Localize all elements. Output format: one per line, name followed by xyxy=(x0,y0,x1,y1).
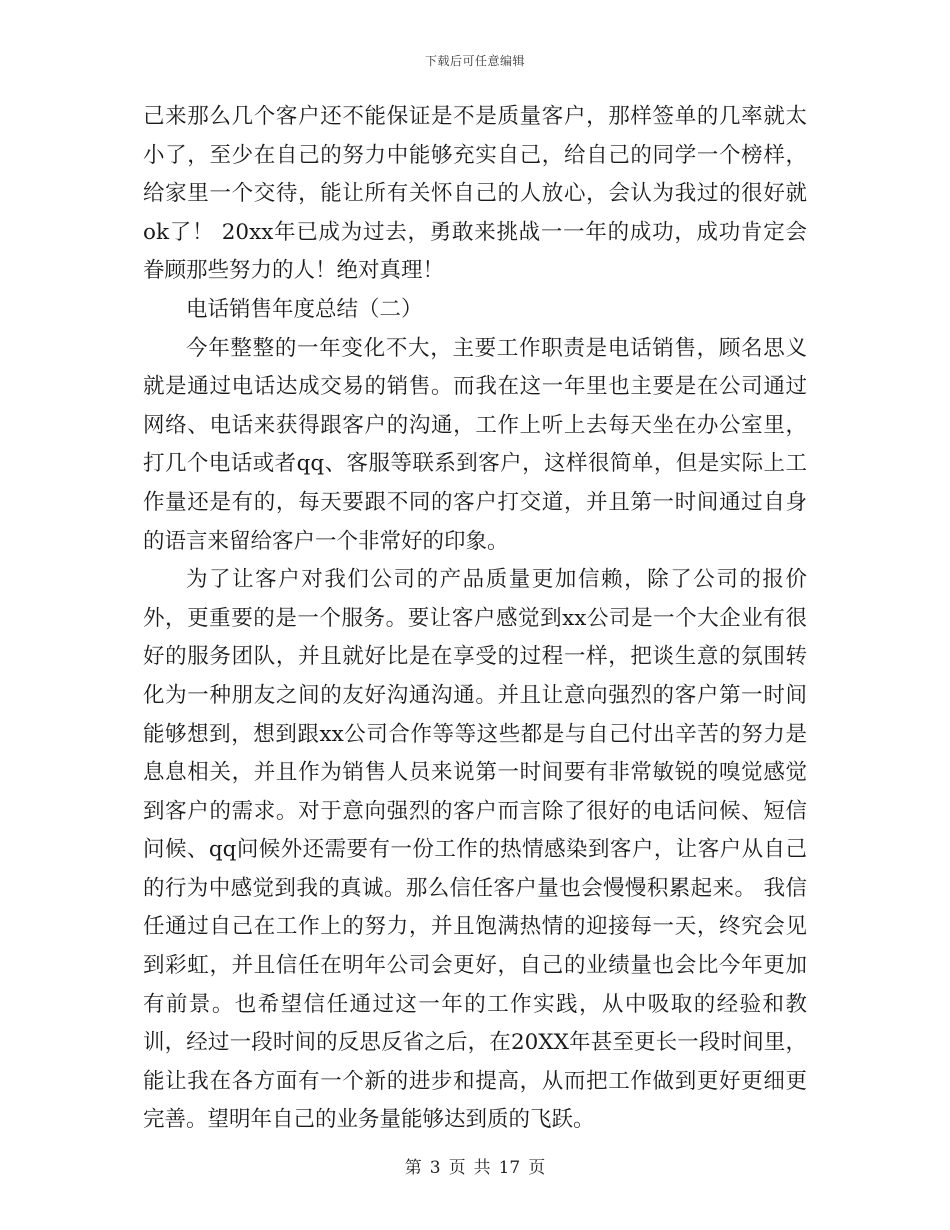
current-page-number: 3 xyxy=(429,1158,441,1178)
paragraph: 今年整整的一年变化不大，主要工作职责是电话销售，顾名思义就是通过电话达成交易的销售。而我在这一年里也主要是在公司通过网络、电话来获得跟客户的沟通，工作上听上去每天坐在办公室里，打几个电话或者qq、客服等联系到客户，这样很简单，但是实际上工作量还是有的，每天要跟不同的客户打交道，并且第一时间通过自身的语言来留给客户一个非常好的印象。 xyxy=(143,335,807,554)
page-header: 下载后可任意编辑 xyxy=(424,54,525,68)
paragraph: 为了让客户对我们公司的产品质量更加信赖，除了公司的报价外，更重要的是一个服务。要让客户感觉到xx公司是一个大企业有很好的服务团队，并且就好比是在享受的过程一样，把谈生意的氛围转化为一种朋友之间的友好沟通沟通。并且让意向强烈的客户第一时间能够想到，想到跟xx公司合作等等这些都是与自己付出辛苦的努力是息息相关，并且作为销售人员来说第一时间要有非常敏锐的嗅觉感觉到客户的需求。对于意向强烈的客户而言除了很好的电话问候、短信问候、qq问候外还需要有一份工作的热情感染到客户，让客户从自己的行为中感觉到我的真诚。那么信任客户量也会慢慢积累起来。 我信任通过自己在工作上的努力，并且饱满热情的迎接每一天，终究会见到彩虹，并且信任在明年公司会更好，自己的业绩量也会比今年更加有前景。也希望信任通过这一年的工作实践，从中吸取的经验和教训，经过一段时间的反思反省之后，在20XX年甚至更长一段时间里，能让我在各方面有一个新的进步和提高，从而把工作做到更好更细更完善。望明年自己的业务量能够达到质的飞跃。 xyxy=(143,567,807,1133)
page-number-suffix: 页 xyxy=(528,1158,546,1178)
page-word: 页 xyxy=(448,1158,466,1178)
page-number-prefix: 第 xyxy=(404,1158,422,1178)
paragraph-continuation: 己来那么几个客户还不能保证是不是质量客户，那样签单的几率就太小了，至少在自己的努力中能够充实自己，给自己的同学一个榜样，给家里一个交待，能让所有关怀自己的人放心，会认为我过的很好就ok了！ 20xx年已成为过去，勇敢来挑战一一年的成功，成功肯定会眷顾那些努力的人！绝对真理！ xyxy=(143,104,807,284)
total-word: 共 xyxy=(473,1158,491,1178)
section-heading: 电话销售年度总结（二） xyxy=(186,296,423,322)
page-footer xyxy=(0,1153,950,1178)
document-body xyxy=(143,98,807,1140)
total-pages-number: 17 xyxy=(498,1158,521,1178)
